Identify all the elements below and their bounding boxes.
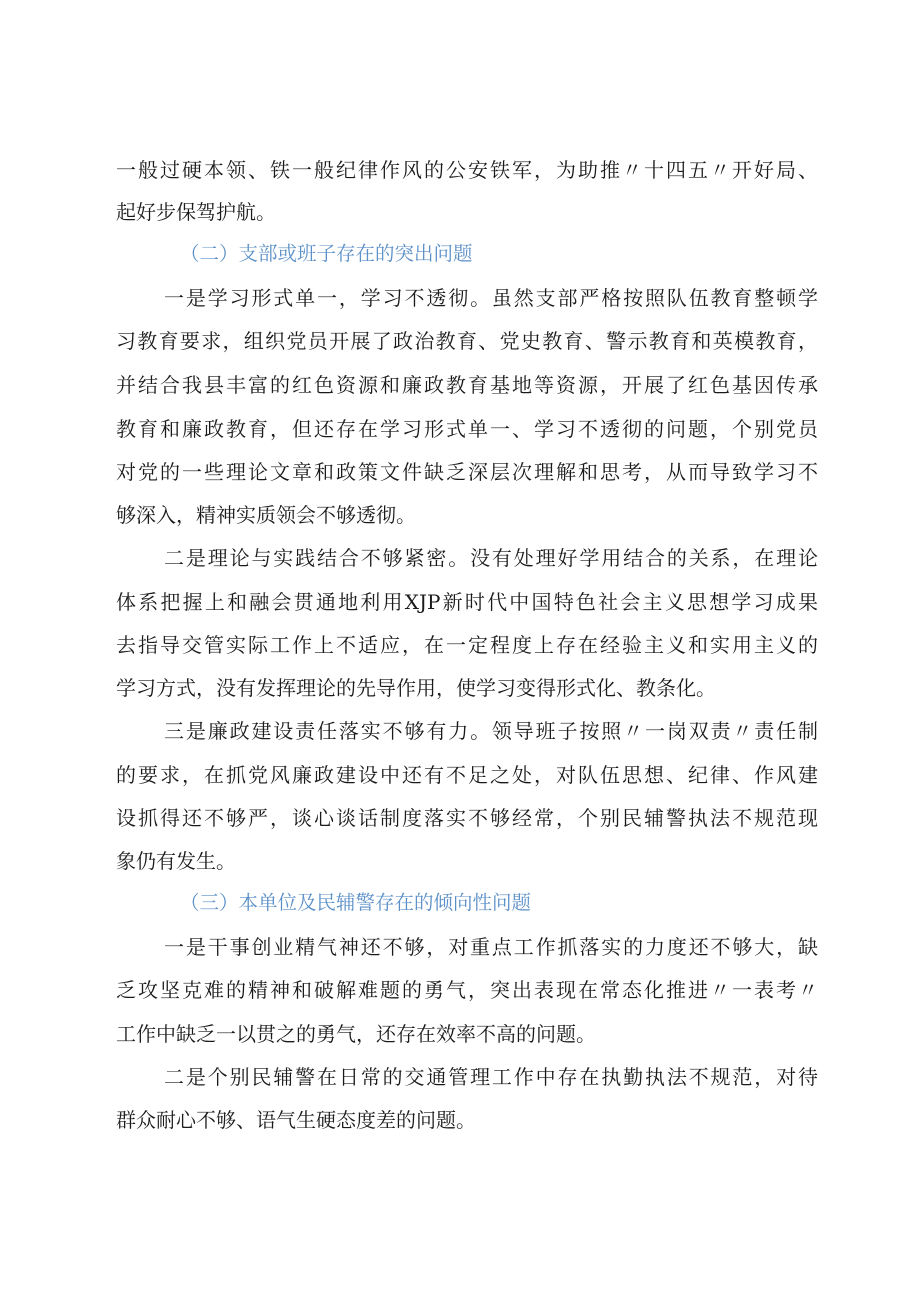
section-heading: （三）本单位及民辅警存在的倾向性问题 xyxy=(180,891,532,914)
paragraph-line: 二是理论与实践结合不够紧密。没有处理好学用结合的关系，在理论 xyxy=(164,546,818,570)
paragraph-line: 习教育要求，组织党员开展了政治教育、党史教育、警示教育和英模教育， xyxy=(116,329,818,353)
paragraph-line: 象仍有发生。 xyxy=(116,849,236,873)
paragraph-line: 群众耐心不够、语气生硬态度差的问题。 xyxy=(116,1108,476,1132)
paragraph-line: 并结合我县丰富的红色资源和廉政教育基地等资源，开展了红色基因传承 xyxy=(116,373,818,397)
paragraph-line: 学习方式，没有发挥理论的先导作用，使学习变得形式化、教条化。 xyxy=(116,676,716,700)
paragraph-line: 一是学习形式单一，学习不透彻。虽然支部严格按照队伍教育整顿学 xyxy=(164,286,818,310)
paragraph-line: 对党的一些理论文章和政策文件缺乏深层次理解和思考，从而导致学习不 xyxy=(116,460,818,484)
paragraph-line: 教育和廉政教育，但还存在学习形式单一、学习不透彻的问题，个别党员 xyxy=(116,417,818,441)
paragraph-line: 设抓得还不够严，谈心谈话制度落实不够经常，个别民辅警执法不规范现 xyxy=(116,806,818,830)
paragraph-line: 够深入，精神实质领会不够透彻。 xyxy=(116,503,416,527)
paragraph-line: 一是干事创业精气神还不够，对重点工作抓落实的力度还不够大，缺 xyxy=(164,935,818,959)
paragraph-line: 起好步保驾护航。 xyxy=(116,200,276,224)
section-heading: （二）支部或班子存在的突出问题 xyxy=(180,242,473,265)
paragraph-line: 的要求，在抓党风廉政建设中还有不足之处，对队伍思想、纪律、作风建 xyxy=(116,763,818,787)
paragraph-line: 三是廉政建设责任落实不够有力。领导班子按照〃一岗双责〃责任制 xyxy=(164,719,818,743)
paragraph-line: 工作中缺乏一以贯之的勇气，还存在效率不高的问题。 xyxy=(116,1022,596,1046)
paragraph-line: 一般过硬本领、铁一般纪律作风的公安铁军，为助推〃十四五〃开好局、 xyxy=(116,158,818,182)
paragraph-line: 体系把握上和融会贯通地利用XJP新时代中国特色社会主义思想学习成果 xyxy=(116,590,818,614)
paragraph-line: 乏攻坚克难的精神和破解难题的勇气，突出表现在常态化推进〃一表考〃 xyxy=(116,978,818,1002)
paragraph-line: 二是个别民辅警在日常的交通管理工作中存在执勤执法不规范，对待 xyxy=(164,1065,818,1089)
paragraph-line: 去指导交管实际工作上不适应，在一定程度上存在经验主义和实用主义的 xyxy=(116,633,818,657)
